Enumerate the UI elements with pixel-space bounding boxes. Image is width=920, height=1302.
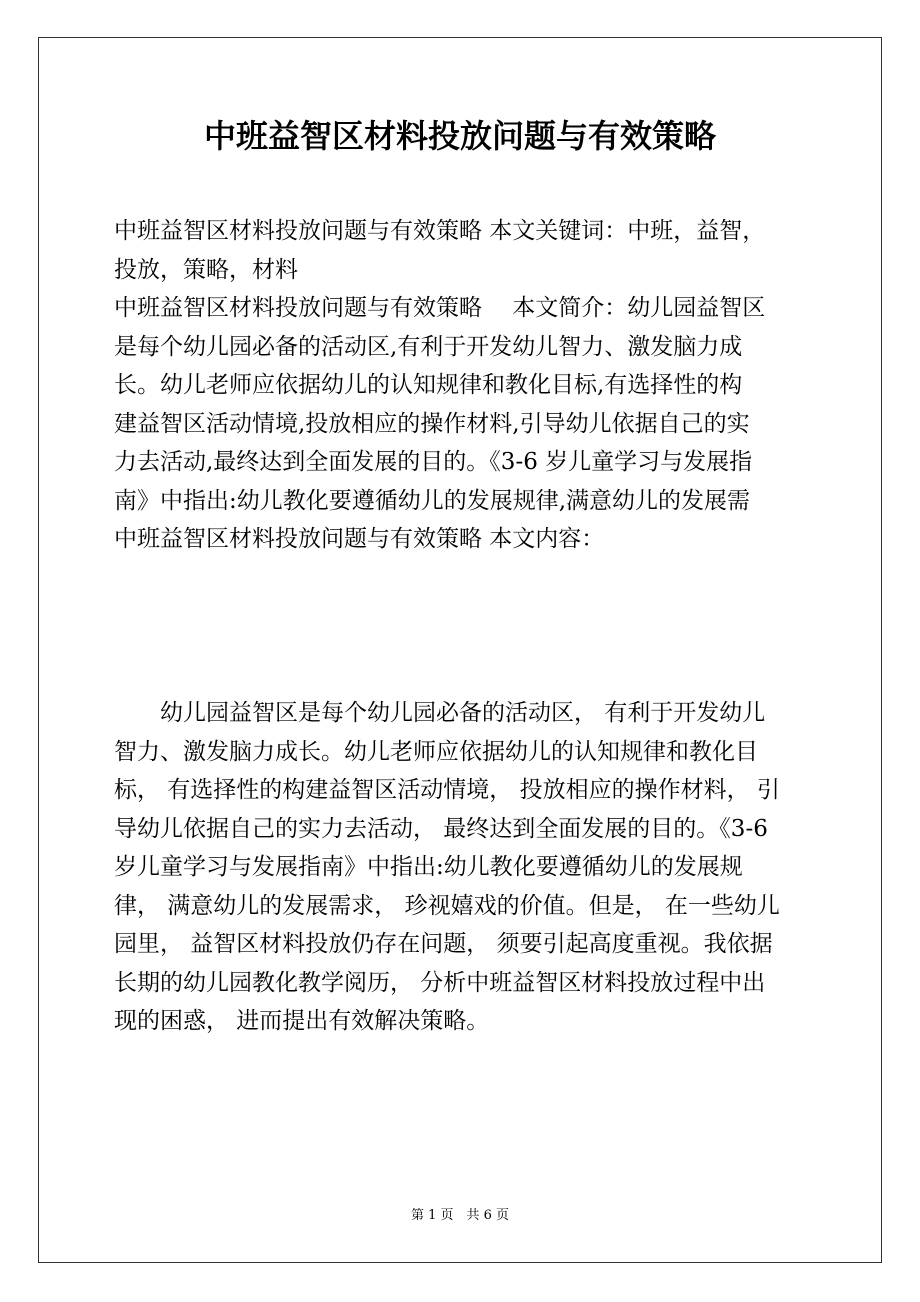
body-line: 智力、激发脑力成长。幼儿老师应依据幼儿的认知规律和教化目 <box>114 738 758 765</box>
summary-line: 是每个幼儿园必备的活动区,有利于开发幼儿智力、激发脑力成 <box>114 333 743 360</box>
summary-line: 中班益智区材料投放问题与有效策略 本文关键词：中班，益智， <box>114 218 766 244</box>
body-line: 园里， 益智区材料投放仍存在问题， 须要引起高度重视。我依据 <box>114 931 773 957</box>
summary-line: 南》中指出:幼儿教化要遵循幼儿的发展规律,满意幼儿的发展需 <box>114 487 751 514</box>
summary-block <box>114 212 810 559</box>
summary-line: 长。幼儿老师应依据幼儿的认知规律和教化目标,有选择性的构 <box>114 372 743 398</box>
body-line: 导幼儿依据自己的实力去活动， 最终达到全面发展的目的。《3-6 <box>114 815 768 842</box>
summary-line: 中班益智区材料投放问题与有效策略 本文简介：幼儿园益智区 <box>114 295 766 321</box>
document-title: 中班益智区材料投放问题与有效策略 <box>203 117 716 155</box>
body-line: 现的困惑， 进而提出有效解决策略。 <box>114 1008 490 1034</box>
summary-line: 投放，策略，材料 <box>114 256 298 283</box>
body-paragraph <box>114 694 810 1041</box>
body-line: 岁儿童学习与发展指南》中指出:幼儿教化要遵循幼儿的发展规 <box>114 854 743 880</box>
body-line: 长期的幼儿园教化教学阅历， 分析中班益智区材料投放过程中出 <box>114 969 766 996</box>
body-line: 标， 有选择性的构建益智区活动情境， 投放相应的操作材料， 引 <box>114 777 780 803</box>
body-line: 幼儿园益智区是每个幼儿园必备的活动区， 有利于开发幼儿 <box>114 700 766 726</box>
summary-line: 力去活动,最终达到全面发展的目的。《3-6 岁儿童学习与发展指 <box>114 449 753 475</box>
summary-line: 中班益智区材料投放问题与有效策略 本文内容： <box>114 526 605 552</box>
body-line: 律， 满意幼儿的发展需求， 珍视嬉戏的价值。但是， 在一些幼儿 <box>114 892 780 919</box>
page-number-footer: 第 1 页 共 6 页 <box>410 1208 510 1223</box>
summary-line: 建益智区活动情境,投放相应的操作材料,引导幼儿依据自己的实 <box>114 410 750 437</box>
